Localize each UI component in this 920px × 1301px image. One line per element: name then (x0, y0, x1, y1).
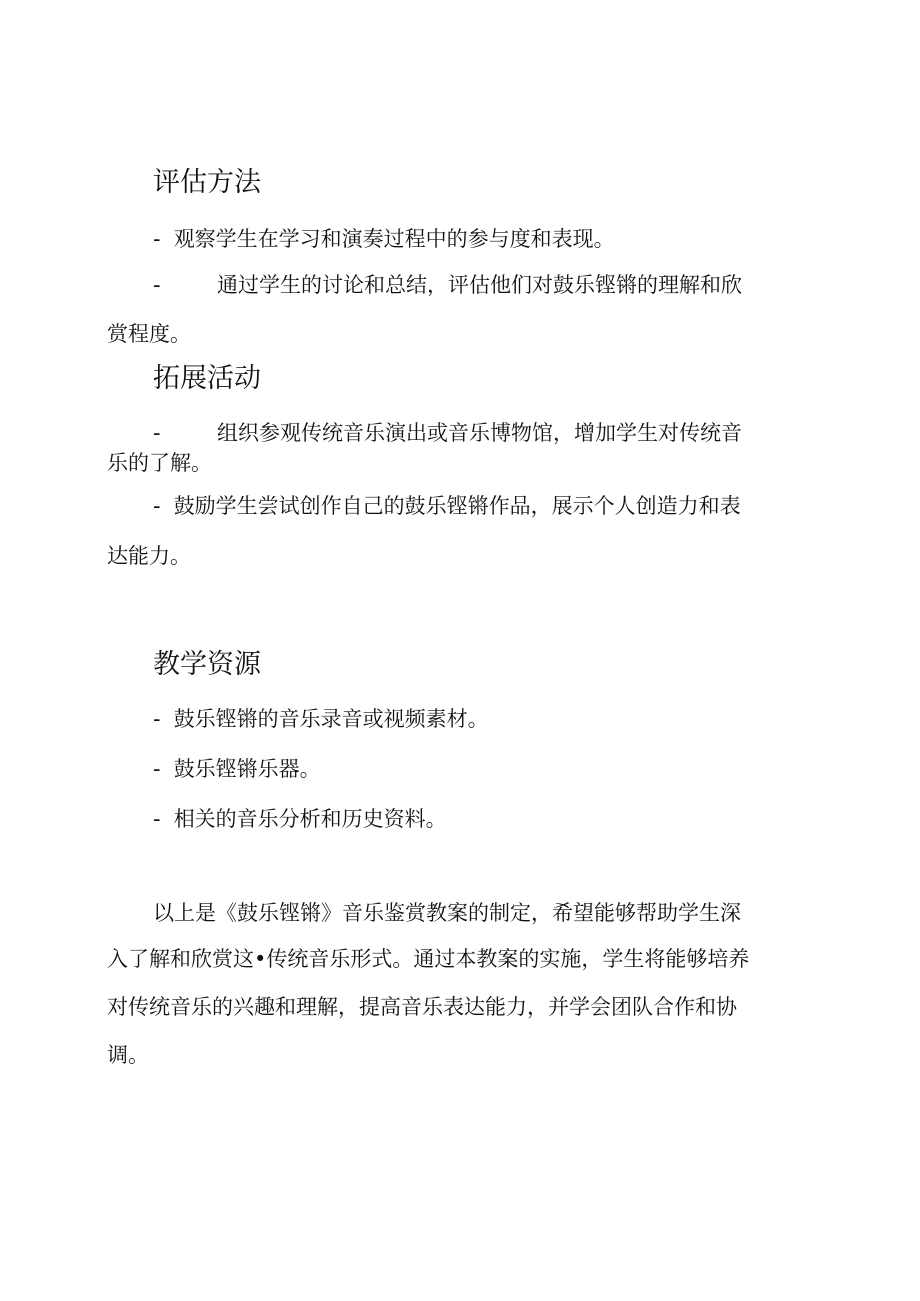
conclusion-line-4: 调。 (107, 1043, 149, 1067)
evaluation-item-2-line2: 赏程度。 (107, 322, 191, 346)
conclusion-line-1: 以上是《鼓乐铿锵》音乐鉴赏教案的制定，希望能够帮助学生深 (153, 901, 741, 925)
resources-item-1 (107, 706, 853, 732)
evaluation-item-1-text: 观察学生在学习和演奏过程中的参与度和表现。 (173, 227, 615, 251)
conclusion-line-3: 对传统音乐的兴趣和理解，提高音乐表达能力，并学会团队合作和协 (107, 995, 737, 1019)
evaluation-item-2 (107, 272, 853, 298)
bullet-dash: - (153, 807, 161, 831)
extension-item-2-line2: 达能力。 (107, 544, 191, 568)
resources-item-3-text: 相关的音乐分析和历史资料。 (173, 807, 447, 831)
section-title-resources: 教学资源 (153, 649, 261, 680)
section-title-extension: 拓展活动 (153, 363, 261, 394)
bullet-dash: - (153, 494, 161, 518)
extension-item-2 (107, 493, 853, 519)
bullet-dash: - (153, 707, 161, 731)
extension-item-2-text-line1: 鼓励学生尝试创作自己的鼓乐铿锵作品，展示个人创造力和表 (173, 494, 741, 518)
evaluation-item-2-text-line1: 通过学生的讨论和总结，评估他们对鼓乐铿锵的理解和欣 (217, 273, 742, 297)
bullet-dash: - (153, 227, 161, 251)
resources-item-1-text: 鼓乐铿锵的音乐录音或视频素材。 (173, 707, 489, 731)
extension-item-1-line2: 乐的了解。 (107, 451, 212, 475)
bullet-dash: - (153, 273, 161, 297)
extension-item-1 (107, 420, 853, 446)
conclusion-line-2: 入了解和欣赏这•传统音乐形式。通过本教案的实施，学生将能够培养 (107, 947, 750, 971)
section-title-evaluation: 评估方法 (153, 167, 261, 198)
evaluation-item-1 (107, 226, 853, 252)
bullet-dash: - (153, 757, 161, 781)
bullet-dash: - (153, 421, 161, 445)
resources-item-3 (107, 806, 853, 832)
resources-item-2-text: 鼓乐铿锵乐器。 (173, 757, 321, 781)
extension-item-1-text-line1: 组织参观传统音乐演出或音乐博物馆，增加学生对传统音 (217, 421, 742, 445)
resources-item-2 (107, 756, 853, 782)
